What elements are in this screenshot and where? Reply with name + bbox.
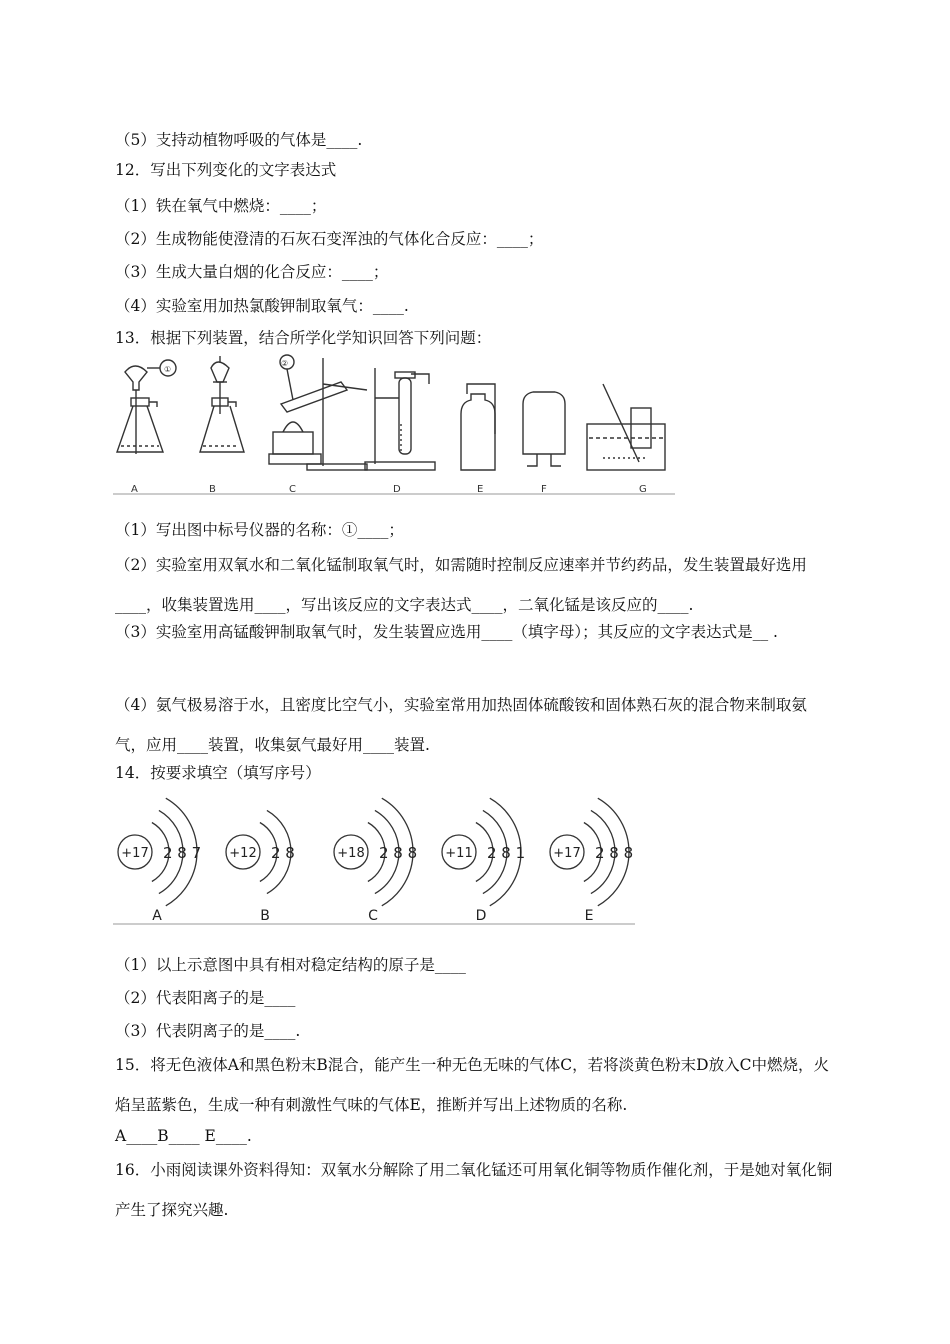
electron-counts: 2 8 8 <box>379 844 418 862</box>
atom-label: C <box>368 908 378 924</box>
q16-stem: 16．小雨阅读课外资料得知：双氧水分解除了用二氧化锰还可用氧化铜等物质作催化剂，于是她对氧化铜产生了探究兴趣. <box>115 1161 833 1219</box>
q13-part2: （2）实验室用双氧水和二氧化锰制取氧气时，如需随时控制反应速率并节约药品，发生装置最好选用____，收集装置选用____，写出该反应的文字表达式____，二氧化锰是该反应的____. <box>115 556 807 614</box>
apparatus-f <box>523 392 565 466</box>
electron-counts: 2 8 1 <box>487 844 526 862</box>
apparatus-g <box>587 384 665 470</box>
electron-counts: 2 8 8 <box>595 844 634 862</box>
nucleus-charge: +17 <box>553 846 581 861</box>
apparatus-label-g: G <box>639 484 647 495</box>
q15-answer: A____B____ E____. <box>115 1127 252 1145</box>
q12-part2: （2）生成物能使澄清的石灰石变浑浊的气体化合反应：____； <box>115 230 544 248</box>
apparatus-c <box>269 355 367 470</box>
marker-2: ② <box>281 359 289 368</box>
nucleus-charge: +11 <box>445 846 473 861</box>
atom-label: E <box>584 908 594 924</box>
q12-part3: （3）生成大量白烟的化合反应：____； <box>115 263 389 281</box>
atom-c <box>334 798 417 924</box>
atom-e <box>550 798 633 924</box>
q13-stem: 13．根据下列装置，结合所学化学知识回答下列问题： <box>115 329 492 347</box>
apparatus-label-b: B <box>209 484 216 495</box>
atom-d <box>442 798 525 924</box>
marker-1: ① <box>164 365 172 374</box>
apparatus-label-c: C <box>289 484 296 495</box>
q12-part4: （4）实验室用加热氯酸钾制取氧气：____. <box>115 297 409 315</box>
electron-counts: 2 8 7 <box>163 844 202 862</box>
apparatus-labels <box>131 484 647 495</box>
nucleus-charge: +12 <box>229 846 257 861</box>
q11-part5: （5）支持动植物呼吸的气体是____. <box>115 131 363 149</box>
nucleus-charge: +17 <box>121 846 149 861</box>
apparatus-d <box>365 368 435 470</box>
q14-part1: （1）以上示意图中具有相对稳定结构的原子是____ <box>115 956 466 974</box>
q12-stem: 12．写出下列变化的文字表达式 <box>115 161 337 179</box>
q13-part3: （3）实验室用高锰酸钾制取氧气时，发生装置应选用____（填字母）；其反应的文字表达式是__ . <box>115 623 778 641</box>
apparatus-label-f: F <box>541 484 547 495</box>
q13-part1: （1）写出图中标号仪器的名称：①____； <box>115 521 404 539</box>
atom-figure <box>113 792 635 928</box>
q14-part2: （2）代表阳离子的是____ <box>115 989 296 1007</box>
atom-label: A <box>152 908 162 924</box>
apparatus-label-e: E <box>477 484 484 495</box>
apparatus-e <box>461 384 495 470</box>
q15-stem: 15．将无色液体A和黑色粉末B混合，能产生一种无色无味的气体C，若将淡黄色粉末D放入C中燃烧，火焰呈蓝紫色，生成一种有刺激性气味的气体E，推断并写出上述物质的名称. <box>115 1056 829 1114</box>
atom-label: D <box>475 908 487 924</box>
nucleus-charge: +18 <box>337 846 365 861</box>
apparatus-label-a: A <box>131 484 138 495</box>
q13-part4: （4）氨气极易溶于水，且密度比空气小，实验室常用加热固体硫酸铵和固体熟石灰的混合物来制取氨气，应用____装置，收集氨气最好用____装置. <box>115 696 807 754</box>
q14-part3: （3）代表阴离子的是____. <box>115 1022 301 1040</box>
apparatus-label-d: D <box>393 484 401 495</box>
apparatus-figure <box>113 354 675 498</box>
apparatus-b <box>200 356 244 452</box>
apparatus-a <box>117 360 176 454</box>
atom-label: B <box>260 908 270 924</box>
electron-counts: 2 8 <box>271 844 295 862</box>
atom-b <box>226 810 295 924</box>
q14-stem: 14．按要求填空（填写序号） <box>115 764 321 782</box>
q12-part1: （1）铁在氧气中燃烧：____； <box>115 197 327 215</box>
atom-a <box>118 798 201 924</box>
